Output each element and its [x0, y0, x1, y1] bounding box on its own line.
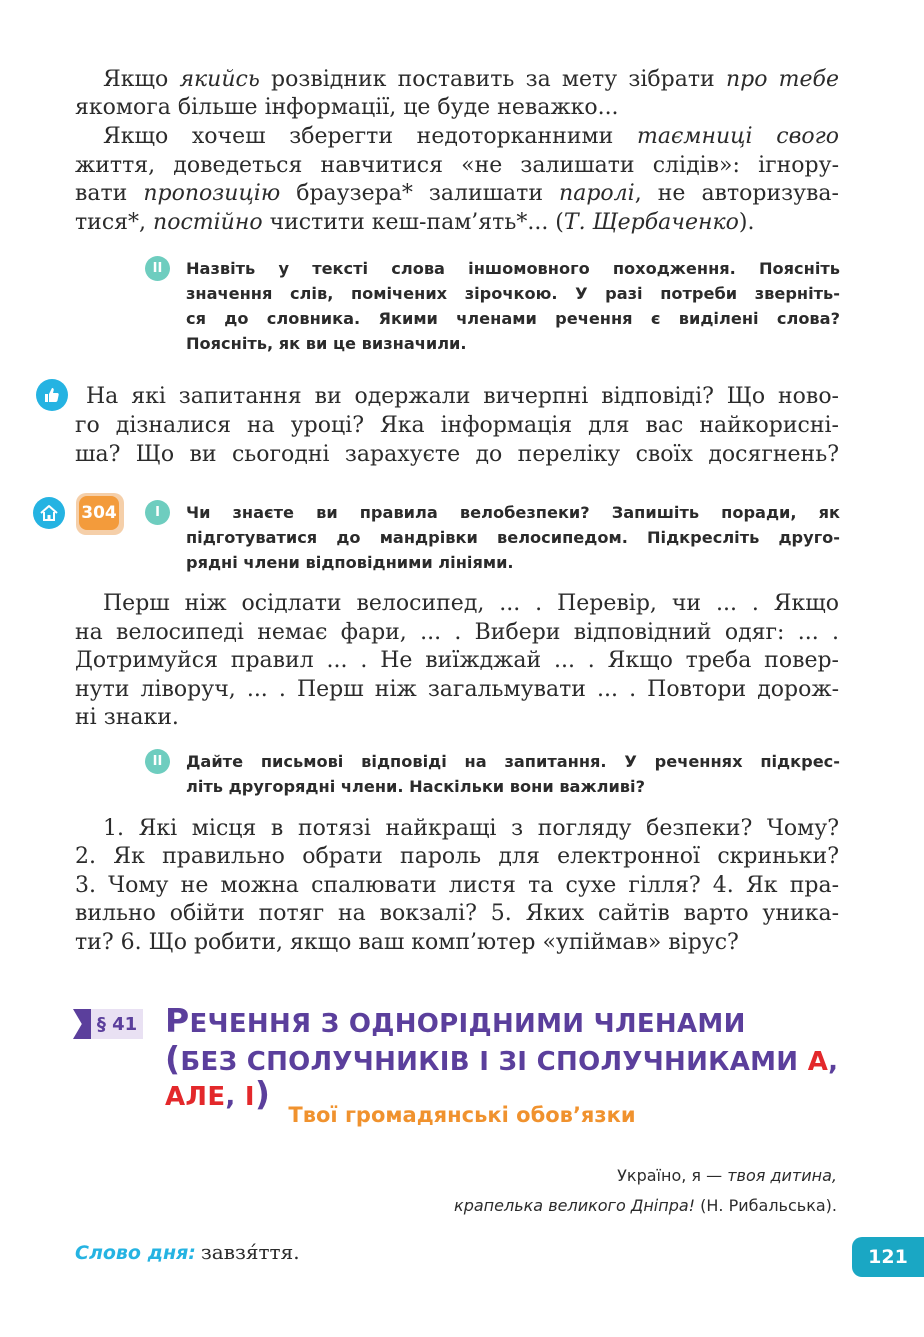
exercise-304-line-2: підготуватися до мандрівки велосипедом. Підкресліть друго- — [186, 528, 840, 547]
level-badge: I — [145, 500, 170, 525]
section-title-line-2: (БЕЗ СПОЛУЧНИКІВ І ЗІ СПОЛУЧНИКАМИ А, АЛЕ, І) — [165, 1039, 839, 1113]
task-1-line-3: ся до словника. Якими членами речення є виділені слова? — [186, 309, 840, 328]
reflection-line-1: На які запитання ви одержали вичерпні відповіді? Що ново- — [86, 384, 839, 409]
section-title-line-1: РЕЧЕННЯ З ОДНОРІДНИМИ ЧЛЕНАМИ — [165, 1001, 746, 1040]
paragraph-2-line-3: вати пропозицію браузера* залишати паролі, не авторизува- — [75, 181, 839, 206]
bike-text-line-2: на велосипеді немає фари, ... . Вибери відповідний одяг: ... . — [75, 620, 839, 645]
task-2-line-2: літь другорядні члени. Наскільки вони важливі? — [186, 777, 645, 796]
questions-line-1: 1. Які місця в потязі найкращі з погляду безпеки? Чому? — [103, 816, 839, 841]
epigraph-line-2: крапелька великого Дніпра! (Н. Рибальська). — [454, 1196, 837, 1215]
level-badge: II — [145, 256, 170, 281]
thumbs-up-icon — [36, 379, 68, 411]
word-of-day — [75, 1238, 300, 1267]
questions-line-5: ти? 6. Що робити, якщо ваш комп’ютер «упіймав» вірус? — [75, 930, 739, 955]
section-subtitle: Твої громадянські обов’язки — [288, 1103, 636, 1127]
task-1-line-4: Поясніть, як ви це визначили. — [186, 334, 467, 353]
questions-line-4: вильно обійти потяг на вокзалі? 5. Яких сайтів варто уника- — [75, 901, 839, 926]
bike-text-line-4: нути ліворуч, ... . Перш ніж загальмувати ... . Повтори дорож- — [75, 677, 839, 702]
exercise-304-line-1: Чи знаєте ви правила велобезпеки? Запишіть поради, як — [186, 503, 840, 522]
exercise-number: 304 — [79, 496, 119, 530]
bike-text-line-1: Перш ніж осідлати велосипед, ... . Перевір, чи ... . Якщо — [103, 591, 839, 616]
exercise-304-line-3: рядні члени відповідними лініями. — [186, 553, 514, 572]
bike-text-line-3: Дотримуйся правил ... . Не виїжджай ... . Якщо треба повер- — [75, 648, 839, 673]
reflection-line-3: ша? Що ви сьогодні зарахуєте до переліку своїх досягнень? — [75, 442, 839, 467]
task-2-line-1: Дайте письмові відповіді на запитання. У реченнях підкрес- — [186, 752, 840, 771]
home-icon — [33, 497, 65, 529]
questions-line-3: 3. Чому не можна спалювати листя та сухе гілля? 4. Як пра- — [75, 873, 839, 898]
task-1-line-2: значення слів, помічених зірочкою. У разі потреби зверніть- — [186, 284, 840, 303]
paragraph-1-line-1: Якщо якийсь розвідник поставить за мету зібрати про тебе — [103, 67, 839, 92]
reflection-line-2: го дізналися на уроці? Яка інформація для вас найкорисні- — [75, 413, 839, 438]
bike-text-line-5: ні знаки. — [75, 705, 179, 730]
section-number: § 41 — [91, 1009, 143, 1039]
paragraph-2-line-1: Якщо хочеш зберегти недоторканними таємниці свого — [103, 124, 839, 149]
epigraph-line-1: Україно, я — твоя дитина, — [617, 1166, 837, 1185]
paragraph-1-line-2: якомога більше інформації, це буде неважко... — [75, 95, 619, 120]
paragraph-2-line-2: життя, доведеться навчитися «не залишати слідів»: ігнору- — [75, 153, 839, 178]
exercise-number-box — [76, 493, 124, 535]
task-1-line-1: Назвіть у тексті слова іншомовного походження. Поясніть — [186, 259, 840, 278]
word-of-day-label: Слово дня: — [75, 1242, 196, 1264]
word-of-day-word: завзя́ття. — [200, 1240, 300, 1264]
questions-line-2: 2. Як правильно обрати пароль для електронної скриньки? — [75, 844, 839, 869]
level-badge: II — [145, 749, 170, 774]
page-number: 121 — [852, 1237, 924, 1277]
paragraph-2-line-4: тися*, постійно чистити кеш-пам’ять*... (Т. Щербаченко). — [75, 210, 755, 235]
